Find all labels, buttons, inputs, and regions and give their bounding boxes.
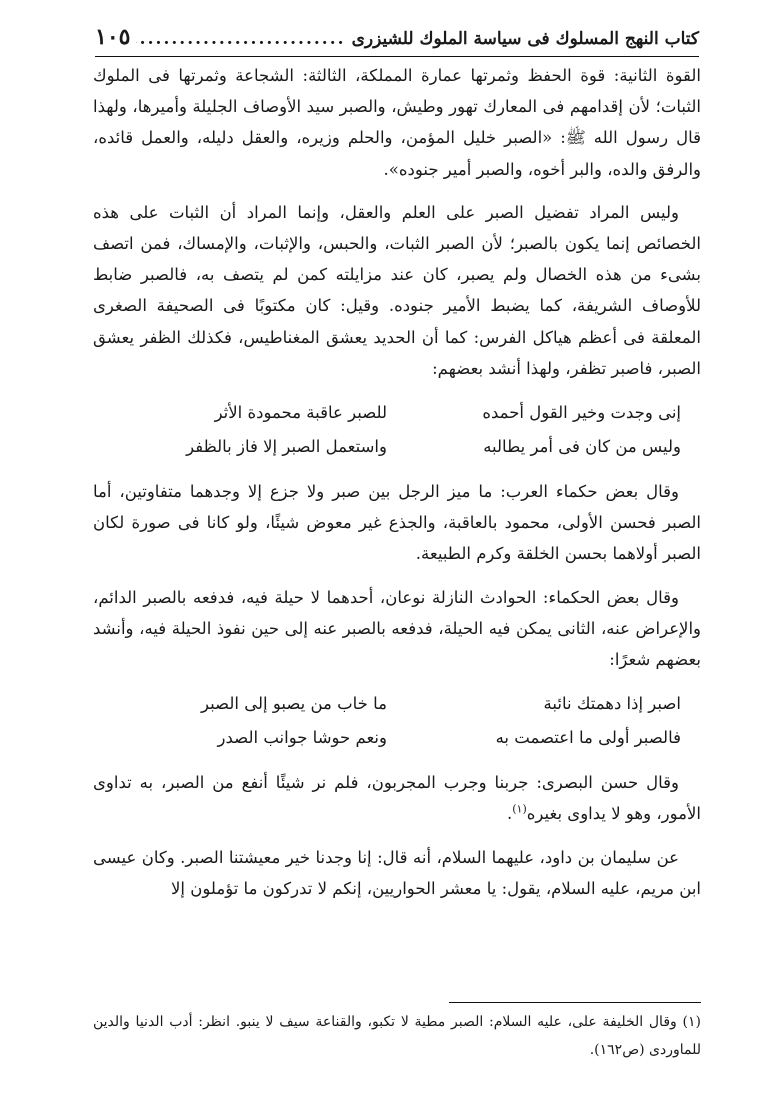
poem: [93, 687, 701, 755]
leader-dots: [136, 29, 345, 49]
poem-hemistich: إنى وجدت وخير القول أحمده: [482, 403, 681, 423]
main-text: [93, 60, 701, 916]
header-rule: [95, 56, 699, 57]
poem-hemistich: وليس من كان فى أمر يطالبه: [483, 437, 681, 457]
poem-hemistich: ونعم حوشا جوانب الصدر: [217, 728, 387, 748]
poem-hemistich: فالصبر أولى ما اعتصمت به: [495, 728, 681, 748]
paragraph: عن سليمان بن داود، عليهما السلام، أنه قال: إنا وجدنا خير معيشتنا الصبر. وكان عيسى ابن مريم، عليه السلام، يقول: يا معشر الحواريين، إنكم لا تدركون ما تؤملون إلا: [93, 847, 701, 898]
page-number: ١٠٥: [95, 24, 131, 50]
poem-hemistich: واستعمل الصبر إلا فاز بالظفر: [186, 437, 387, 457]
paragraph: القوة الثانية: قوة الحفظ وثمرتها عمارة المملكة، الثالثة: الشجاعة وثمرتها فى الملوك الثبات؛ لأن إقدامهم فى المعارك تهور وطيش، والصبر سيد الأوصاف الجليلة وأميرها، ولهذا قال رسول الله ﷺ: «الصبر خليل المؤمن، والحلم وزيره، والعقل دليله، والعمل قائده، والرفق والده، والبر أخوه، والصبر أمير جنوده».: [93, 66, 701, 179]
footnote: (١) وقال الخليفة على، عليه السلام: الصبر مطية لا تكبو، والقناعة سيف لا ينبو. انظر: أدب الدنيا والدين للماوردى (ص١٦٢).: [93, 1014, 701, 1058]
paragraph-text: وقال حسن البصرى: جربنا وجرب المجربون، فلم نر شيئًا أنفع من الصبر، به تداوى الأمور، وهو لا يداوى بغيره: [93, 773, 701, 824]
paragraph: وقال بعض الحكماء: الحوادث النازلة نوعان، أحدهما لا حيلة فيه، فدفعه بالصبر الدائم، والإعراض عنه، الثانى يمكن فيه الحيلة، فدفعه بالصبر عنه إلى حين نفوذ الحيلة فيه، وأنشد بعضهم شعرًا:: [93, 587, 701, 670]
running-head: [95, 24, 699, 56]
paragraph: وليس المراد تفضيل الصبر على العلم والعقل، وإنما المراد أن الثبات على هذه الخصائص إنما يكون بالصبر؛ لأن الصبر الثبات، والحبس، والإثبات، والإمساك، فمن اتصف بشىء من هذه الخصال ولم يصبر، كان عند مزايلته كمن لم يتصف به، فالصبر ضابط للأوصاف الشريفة، كما يضبط الأمير جنوده. وقيل: كان مكتوبًا فى الصحيفة الصغرى المعلقة فى أعظم هياكل الفرس: كما أن الحديد يعشق المغناطيس، فكذلك الظفر يعشق الصبر، فاصبر تظفر، ولهذا أنشد بعضهم:: [93, 202, 701, 378]
paragraph: وقال حسن البصرى: جربنا وجرب المجربون، فلم نر شيئًا أنفع من الصبر، به تداوى الأمور، وهو لا يداوى بغيره$^{(١)}$.: [93, 773, 701, 824]
footnote-marker: (١): [512, 802, 527, 816]
book-title: كتاب النهج المسلوك فى سياسة الملوك للشيزرى: [351, 29, 699, 49]
poem: [93, 396, 701, 464]
poem-hemistich: للصبر عاقبة محمودة الأثر: [214, 403, 387, 423]
poem-hemistich: اصبر إذا دهمتك نائبة: [543, 694, 681, 714]
paragraph: وقال بعض حكماء العرب: ما ميز الرجل بين صبر ولا جزع إلا وجدهما متفاوتين، أما الصبر فحسن الأولى، محمود بالعاقبة، والجذع غير معوض شيئًا، ولو كانا فى صورة لكان الصبر أولاهما بحسن الخلقة وكرم الطبيعة.: [93, 482, 701, 564]
footnote-rule: [449, 1002, 701, 1003]
poem-hemistich: ما خاب من يصبو إلى الصبر: [200, 694, 387, 714]
